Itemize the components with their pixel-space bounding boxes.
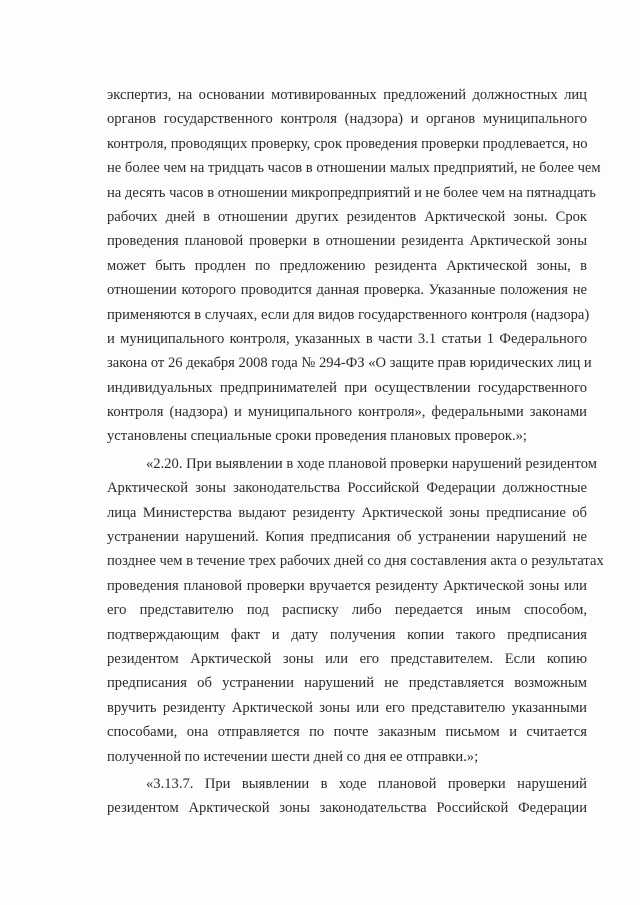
document-body [107,83,604,821]
text-line: рабочих дней в отношении других резидентов Арктической зоны. Срок [107,208,587,225]
text-line: «2.20. При выявлении в ходе плановой проверки нарушений резидентом [146,455,597,472]
text-line: и муниципального контроля, указанных в части 3.1 статьи 1 Федерального [107,330,587,347]
text-line: лица Министерства выдают резиденту Арктической зоны предписание об [107,504,587,521]
paragraph-3-13-7 [107,772,587,821]
text-line: вручить резиденту Арктической зоны или его представителю указанными [107,699,587,716]
paragraph-expertise-extension [107,83,601,449]
text-line: контроля, проводящих проверку, срок проведения проверки продлевается, но [107,135,588,152]
text-line: применяются в случаях, если для видов государственного контроля (надзора) [107,306,590,323]
text-line: полученной по истечении шести дней со дня ее отправки.»; [107,748,479,765]
text-line: закона от 26 декабря 2008 года № 294-ФЗ «О защите прав юридических лиц и [107,355,592,372]
text-line: его представителю под расписку либо передается иным способом, [107,602,587,619]
text-line: экспертиз, на основании мотивированных предложений должностных лиц [107,87,587,103]
text-line: предписания об устранении нарушений не представляется возможным [107,675,587,692]
text-line: способами, она отправляется по почте заказным письмом и считается [107,724,587,741]
text-line: отношении которого проводится данная проверка. Указанные положения не [107,282,587,299]
text-line: может быть продлен по предложению резидента Арктической зоны, в [107,257,587,274]
text-line: подтверждающим факт и дату получения копии такого предписания [107,626,587,643]
text-line: индивидуальных предпринимателей при осуществлении государственного [107,379,587,396]
text-line: на десять часов в отношении микропредприятий и не более чем на пятнадцать [107,184,596,201]
text-line: установлены специальные сроки проведения плановых проверок.»; [107,428,527,445]
text-line: резидентом Арктической зоны или его представителем. Если копию [107,650,587,667]
text-line: устранении нарушений. Копия предписания об устранении нарушений не [107,529,587,546]
text-line: контроля (надзора) и муниципального контроля», федеральными законами [107,404,587,421]
text-line: проведения плановой проверки вручается резиденту Арктической зоны или [107,577,587,594]
text-line: Арктической зоны законодательства Российской Федерации должностные [107,480,587,497]
text-line: резидентом Арктической зоны законодательства Российской Федерации [107,800,587,817]
text-line: проведения плановой проверки в отношении резидента Арктической зоны [107,233,587,250]
text-line: «3.13.7. При выявлении в ходе плановой проверки нарушений [146,775,587,792]
text-line: не более чем на тридцать часов в отношении малых предприятий, не более чем [107,160,601,177]
text-line: позднее чем в течение трех рабочих дней со дня составления акта о результатах [107,553,604,570]
paragraph-2-20 [107,452,604,769]
text-line: органов государственного контроля (надзора) и органов муниципального [107,111,587,128]
